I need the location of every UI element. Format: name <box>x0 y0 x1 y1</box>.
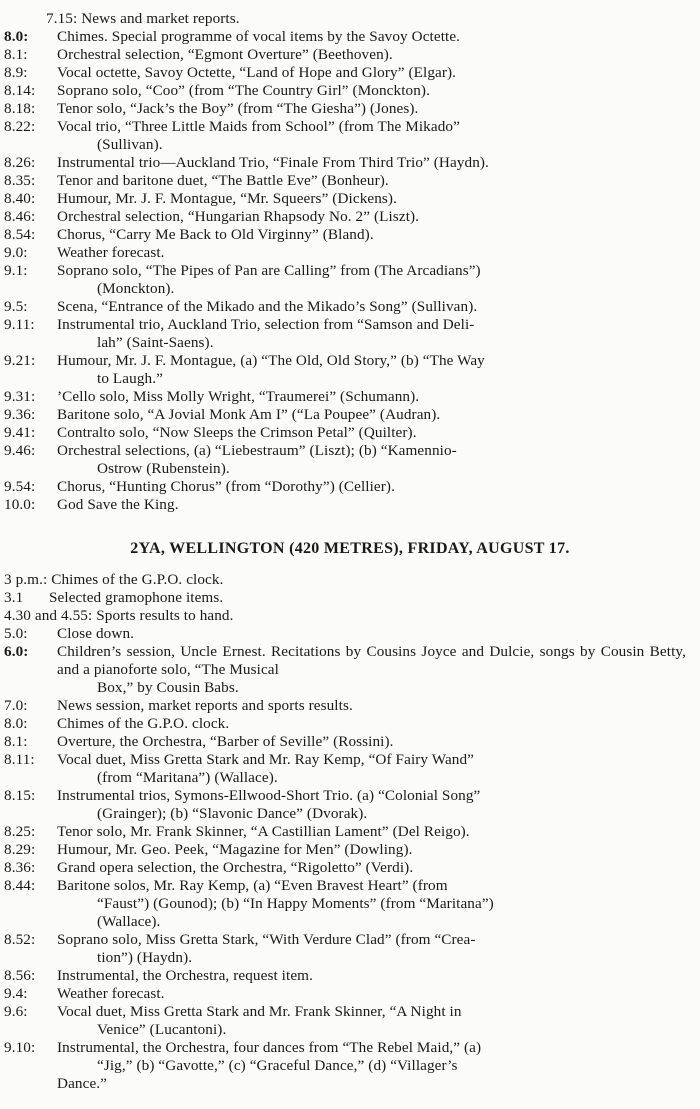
entry-text: Tenor solo, “Jack’s the Boy” (from “The Giesha”) (Jones). <box>57 100 419 117</box>
entry-text: News session, market reports and sports results. <box>57 697 353 714</box>
entry-text: Baritone solos, Mr. Ray Kemp, (a) “Even Bravest Heart” (from <box>57 877 448 894</box>
entry-text: God Save the King. <box>57 496 179 513</box>
entry-text: Instrumental trios, Symons-Ellwood-Short Trio. (a) “Colonial Song” <box>57 787 481 804</box>
entry-text: Vocal duet, Miss Gretta Stark and Mr. Frank Skinner, “A Night in <box>57 1003 462 1020</box>
programme-entry <box>0 226 700 244</box>
entry-continuation: tion”) (Haydn). <box>97 949 193 966</box>
entry-time: 10.0: <box>4 496 36 513</box>
programme-entry <box>0 589 700 607</box>
programme-entry <box>0 298 700 316</box>
entry-time: 8.54: <box>4 226 36 243</box>
entry-continuation: Ostrow (Rubenstein). <box>97 460 230 477</box>
entry-text: Chorus, “Carry Me Back to Old Virginny” (Bland). <box>57 226 374 243</box>
entry-text: Vocal octette, Savoy Octette, “Land of Hope and Glory” (Elgar). <box>57 64 457 81</box>
entry-text: Humour, Mr. J. F. Montague, “Mr. Squeers” (Dickens). <box>57 190 397 207</box>
entry-time: 8.1: <box>4 46 28 63</box>
entry-text: Chorus, “Hunting Chorus” (from “Dorothy”) (Cellier). <box>57 478 395 495</box>
programme-entry <box>0 406 700 424</box>
entry-time: 9.21: <box>4 352 36 369</box>
entry-text: Soprano solo, Miss Gretta Stark, “With Verdure Clad” (from “Crea- <box>57 931 476 948</box>
entry-time: 9.46: <box>4 442 36 459</box>
programme-entry <box>0 607 700 625</box>
entry-time: 8.11: <box>4 751 35 768</box>
programme-entry <box>0 316 700 352</box>
entry-text: Humour, Mr. J. F. Montague, (a) “The Old, Old Story,” (b) “The Way <box>57 352 485 369</box>
entry-time: 8.36: <box>4 859 36 876</box>
entry-text: News and market reports. <box>81 10 240 27</box>
entry-time: 9.6: <box>4 1003 28 1020</box>
programme-entry <box>0 625 700 643</box>
entry-continuation: (Sullivan). <box>97 136 163 153</box>
entry-text: Soprano solo, “The Pipes of Pan are Calling” from (The Arcadians”) <box>57 262 481 279</box>
entry-time: 8.18: <box>4 100 36 117</box>
programme-entry <box>0 10 700 28</box>
entry-time: 8.29: <box>4 841 36 858</box>
entry-continuation: to Laugh.” <box>97 370 163 387</box>
entry-text: Instrumental, the Orchestra, four dances from “The Rebel Maid,” (a) <box>57 1039 482 1056</box>
entry-text: Weather forecast. <box>57 244 165 261</box>
entry-text: Weather forecast. <box>57 985 165 1002</box>
programme-entry <box>0 442 700 478</box>
entry-text: Selected gramophone items. <box>49 589 224 606</box>
entry-continuation: (Wallace). <box>97 913 161 930</box>
entry-text: Humour, Mr. Geo. Peek, “Magazine for Men” (Dowling). <box>57 841 413 858</box>
entry-time: 3 p.m.: <box>4 571 48 588</box>
programme-entry <box>0 697 700 715</box>
programme-entry <box>0 190 700 208</box>
entry-time: 9.54: <box>4 478 36 495</box>
entry-continuation: Dance.” <box>57 1075 108 1092</box>
entry-time: 9.36: <box>4 406 36 423</box>
entry-continuation: “Jig,” (b) “Gavotte,” (c) “Graceful Dance,” (d) “Villager’s <box>97 1057 458 1074</box>
entry-time: 8.26: <box>4 154 36 171</box>
entry-time: 8.44: <box>4 877 36 894</box>
programme-entry <box>0 496 700 514</box>
entry-time: 8.0: <box>4 715 28 732</box>
programme-entry <box>0 733 700 751</box>
programme-entry <box>0 1039 700 1093</box>
entry-time: 5.0: <box>4 625 28 642</box>
entry-time: 8.40: <box>4 190 36 207</box>
entry-time: 4.30 and 4.55: <box>4 607 93 624</box>
programme-entry <box>0 244 700 262</box>
entry-text: Orchestral selections, (a) “Liebestraum” (Liszt); (b) “Kamennio- <box>57 442 457 459</box>
entry-time: 8.56: <box>4 967 36 984</box>
programme-entry <box>0 388 700 406</box>
programme-entry <box>0 931 700 967</box>
programme-section-1 <box>0 10 700 514</box>
entry-continuation: (from “Maritana”) (Wallace). <box>97 769 278 786</box>
entry-text: Baritone solo, “A Jovial Monk Am I” (“La Poupee” (Audran). <box>57 406 441 423</box>
entry-time: 8.25: <box>4 823 36 840</box>
programme-entry <box>0 787 700 823</box>
entry-continuation: (Grainger); (b) “Slavonic Dance” (Dvorak). <box>97 805 368 822</box>
entry-text: Instrumental, the Orchestra, request item. <box>57 967 313 984</box>
programme-entry <box>0 100 700 118</box>
entry-time: 8.14: <box>4 82 36 99</box>
entry-time: 7.0: <box>4 697 28 714</box>
programme-entry <box>0 82 700 100</box>
programme-entry <box>0 154 700 172</box>
entry-time: 8.46: <box>4 208 36 225</box>
programme-entry <box>0 28 700 46</box>
entry-time: 9.10: <box>4 1039 36 1056</box>
programme-entry <box>0 118 700 154</box>
entry-continuation: (Monckton). <box>97 280 175 297</box>
programme-entry <box>0 967 700 985</box>
programme-entry <box>0 1003 700 1039</box>
entry-text: Overture, the Orchestra, “Barber of Seville” (Rossini). <box>57 733 394 750</box>
entry-text: Soprano solo, “Coo” (from “The Country Girl” (Monckton). <box>57 82 430 99</box>
entry-text: Scena, “Entrance of the Mikado and the Mikado’s Song” (Sullivan). <box>57 298 478 315</box>
entry-time: 9.41: <box>4 424 36 441</box>
entry-time: 9.4: <box>4 985 28 1002</box>
programme-entry <box>0 841 700 859</box>
programme-entry <box>0 208 700 226</box>
entry-text: Grand opera selection, the Orchestra, “Rigoletto” (Verdi). <box>57 859 414 876</box>
entry-text: Close down. <box>57 625 135 642</box>
entry-time: 9.11: <box>4 316 35 333</box>
entry-time: 8.15: <box>4 787 36 804</box>
entry-time: 9.31: <box>4 388 36 405</box>
programme-entry <box>0 823 700 841</box>
entry-time: 8.9: <box>4 64 28 81</box>
entry-text: ’Cello solo, Miss Molly Wright, “Traumerei” (Schumann). <box>57 388 420 405</box>
entry-time: 7.15: <box>46 10 78 27</box>
entry-text: Children’s session, Uncle Ernest. Recitations by Cousins Joyce and Dulcie, songs by Cousin Betty, and a pianoforte solo, “The Musical <box>57 643 686 678</box>
entry-text: Sports results to hand. <box>96 607 234 624</box>
programme-entry <box>0 859 700 877</box>
entry-continuation: Box,” by Cousin Babs. <box>97 679 239 696</box>
programme-entry <box>0 877 700 931</box>
programme-entry <box>0 478 700 496</box>
entry-text: Orchestral selection, “Egmont Overture” (Beethoven). <box>57 46 393 63</box>
entry-continuation: Venice” (Lucantoni). <box>97 1021 227 1038</box>
entry-text: Tenor solo, Mr. Frank Skinner, “A Castillian Lament” (Del Reigo). <box>57 823 470 840</box>
entry-text: Instrumental trio, Auckland Trio, selection from “Samson and Deli- <box>57 316 475 333</box>
entry-text: Vocal trio, “Three Little Maids from School” (from The Mikado” <box>57 118 460 135</box>
programme-entry <box>0 46 700 64</box>
entry-time: 6.0: <box>4 643 29 660</box>
programme-entry <box>0 643 700 697</box>
programme-entry <box>0 751 700 787</box>
entry-text: Tenor and baritone duet, “The Battle Eve” (Bonheur). <box>57 172 389 189</box>
entry-text: Vocal duet, Miss Gretta Stark and Mr. Ray Kemp, “Of Fairy Wand” <box>57 751 475 768</box>
programme-entry <box>0 571 700 589</box>
entry-time: 8.52: <box>4 931 36 948</box>
programme-entry <box>0 715 700 733</box>
entry-time: 8.35: <box>4 172 36 189</box>
entry-time: 3.1 <box>4 589 24 606</box>
station-heading: 2YA, WELLINGTON (420 METRES), FRIDAY, AUGUST 17. <box>130 540 570 557</box>
programme-entry <box>0 424 700 442</box>
programme-entry <box>0 262 700 298</box>
entry-text: Orchestral selection, “Hungarian Rhapsody No. 2” (Liszt). <box>57 208 420 225</box>
entry-text: Contralto solo, “Now Sleeps the Crimson Petal” (Quilter). <box>57 424 417 441</box>
entry-text: Chimes. Special programme of vocal items by the Savoy Octette. <box>57 28 461 45</box>
entry-text: Chimes of the G.P.O. clock. <box>57 715 230 732</box>
entry-continuation: “Faust”) (Gounod); (b) “In Happy Moments” (from “Maritana”) <box>97 895 494 912</box>
entry-continuation: lah” (Saint-Saens). <box>97 334 214 351</box>
programme-entry <box>0 352 700 388</box>
entry-time: 8.22: <box>4 118 36 135</box>
entry-time: 9.5: <box>4 298 28 315</box>
programme-entry <box>0 172 700 190</box>
entry-text: Chimes of the G.P.O. clock. <box>51 571 224 588</box>
entry-time: 9.0: <box>4 244 28 261</box>
entry-text: Instrumental trio—Auckland Trio, “Finale From Third Trio” (Haydn). <box>57 154 489 171</box>
programme-entry <box>0 985 700 1003</box>
entry-time: 8.1: <box>4 733 28 750</box>
programme-section-2 <box>0 571 700 1093</box>
entry-time: 8.0: <box>4 28 29 45</box>
programme-entry <box>0 64 700 82</box>
entry-time: 9.1: <box>4 262 28 279</box>
